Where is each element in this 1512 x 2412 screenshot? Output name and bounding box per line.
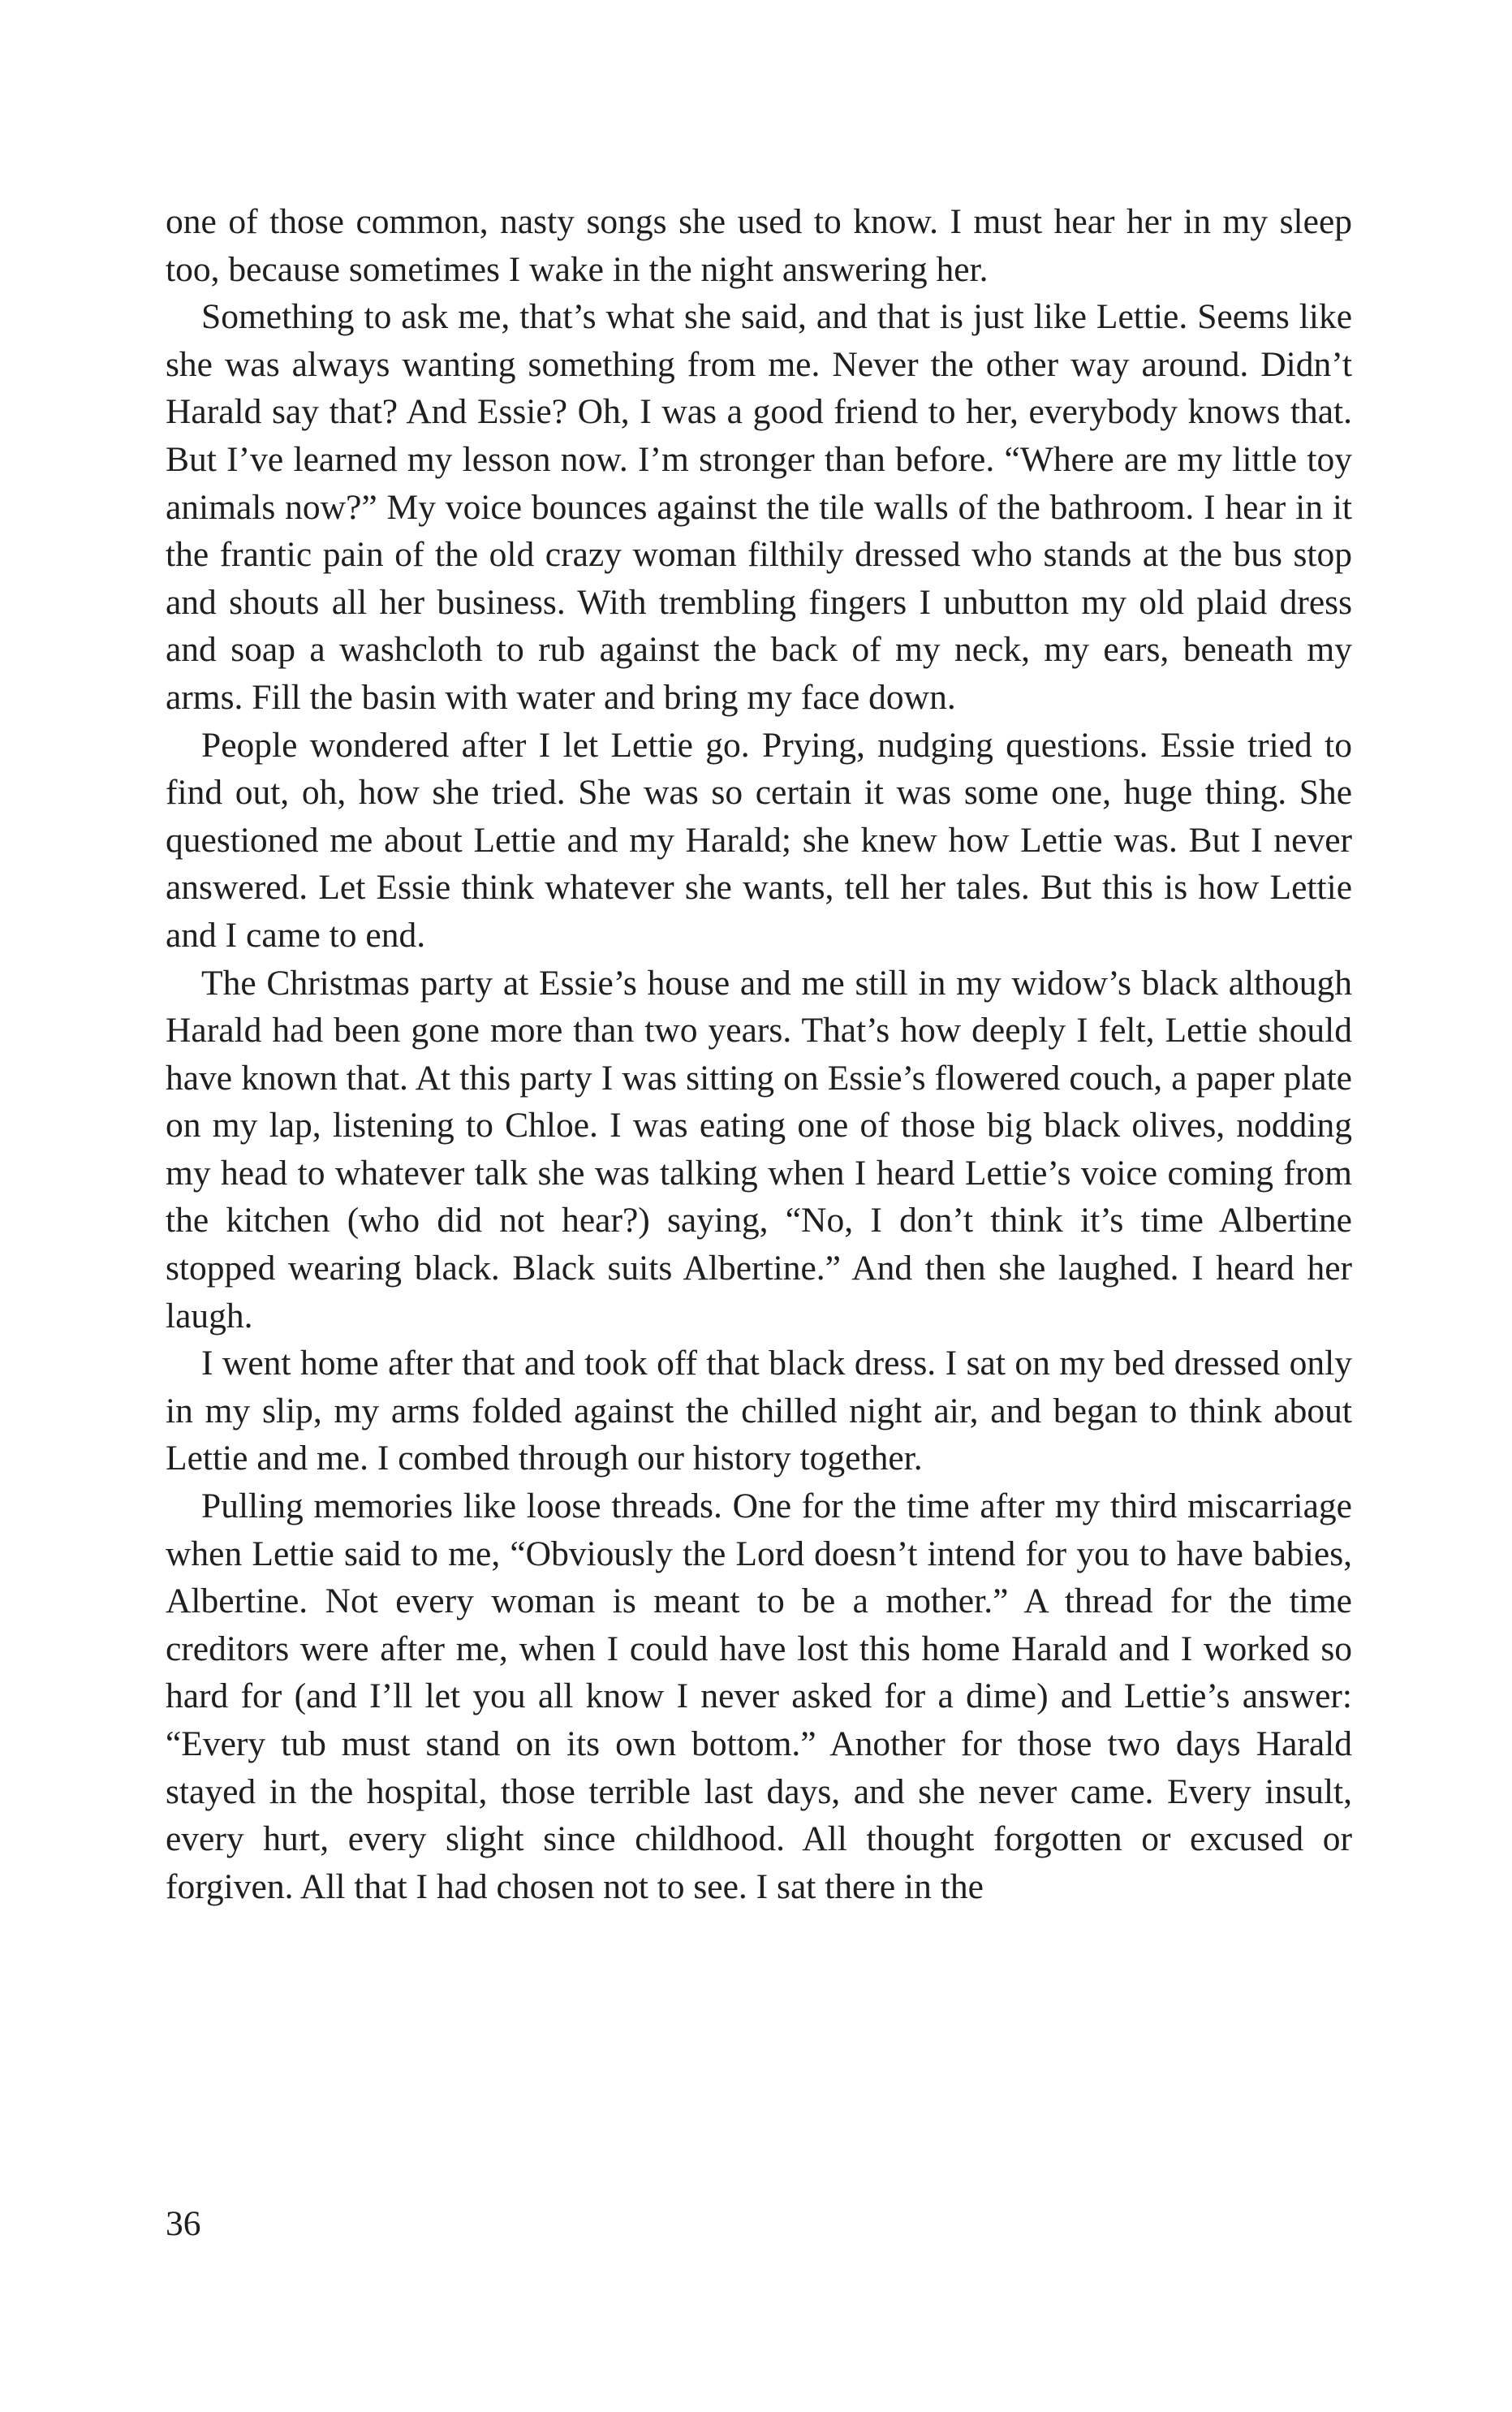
page-number: 36 — [166, 2204, 201, 2243]
paragraph-4: The Christmas party at Essie’s house and me still in my widow’s black although Harald had been gone more than two years. That’s how deeply I felt, Lettie should have known that. At this party I was sitting on Essie’s flowered couch, a paper plate on my lap, listening to Chloe. I was eating one of those big black olives, nodding my head to whatever talk she was talking when I heard Lettie’s voice coming from the kitchen (who did not hear?) saying, “No, I don’t think it’s time Albertine stopped wearing black. Black suits Albertine.” And then she laughed. I heard her laugh. — [166, 963, 1352, 1335]
body-text — [166, 198, 1352, 1910]
paragraph-5: I went home after that and took off that black dress. I sat on my bed dressed only in my slip, my arms folded against the chilled night air, and began to think about Lettie and me. I combed through our history together. — [166, 1344, 1352, 1478]
paragraph-6: Pulling memories like loose threads. One for the time after my third miscarriage when Lettie said to me, “Obviously the Lord doesn’t intend for you to have babies, Albertine. Not every woman is meant to be a mother.” A thread for the time creditors were after me, when I could have lost this home Harald and I worked so hard for (and I’ll let you all know I never asked for a dime) and Lettie’s answer: “Every tub must stand on its own bottom.” Another for those two days Harald stayed in the hospital, those terrible last days, and she never came. Every insult, every hurt, every slight since childhood. All thought forgotten or excused or forgiven. All that I had chosen not to see. I sat there in the — [166, 1486, 1352, 1906]
paragraph-3: People wondered after I let Lettie go. Prying, nudging questions. Essie tried to find out, oh, how she tried. She was so certain it was some one, huge thing. She questioned me about Lettie and my Harald; she knew how Lettie was. But I never answered. Let Essie think whatever she wants, tell her tales. But this is how Lettie and I came to end. — [166, 725, 1352, 955]
paragraph-1: one of those common, nasty songs she used to know. I must hear her in my sleep too, because sometimes I wake in the night answering her. — [166, 202, 1352, 289]
paragraph-2: Something to ask me, that’s what she said, and that is just like Lettie. Seems like she was always wanting something from me. Never the other way around. Didn’t Harald say that? And Essie? Oh, I was a good friend to her, everybody knows that. But I’ve learned my lesson now. I’m stronger than before. “Where are my little toy animals now?” My voice bounces against the tile walls of the bathroom. I hear in it the frantic pain of the old crazy woman filthily dressed who stands at the bus stop and shouts all her business. With trembling fingers I unbutton my old plaid dress and soap a washcloth to rub against the back of my neck, my ears, beneath my arms. Fill the basin with water and bring my face down. — [166, 297, 1352, 717]
